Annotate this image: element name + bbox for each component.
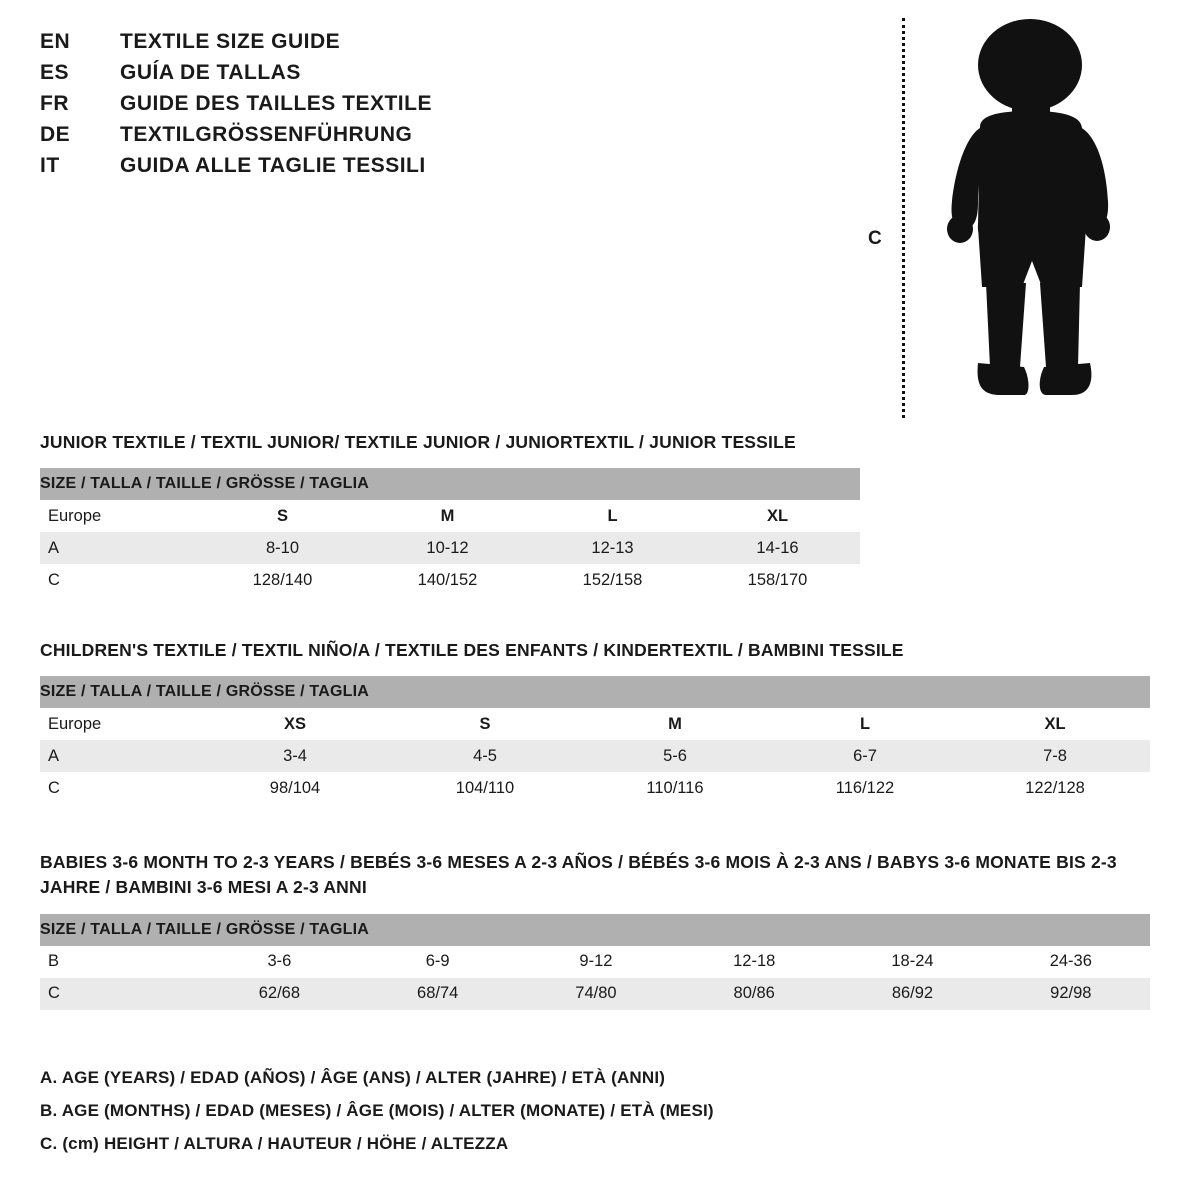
row-label: Europe — [40, 500, 200, 532]
section-title: CHILDREN'S TEXTILE / TEXTIL NIÑO/A / TEXTILE DES ENFANTS / KINDERTEXTIL / BAMBINI TESSILE — [40, 640, 904, 660]
language-code: EN — [40, 30, 71, 53]
band-label: SIZE / TALLA / TAILLE / GRÖSSE / TAGLIA — [40, 676, 1150, 708]
language-code: ES — [40, 61, 70, 84]
table-cell: 110/116 — [580, 772, 770, 804]
table-cell: 7-8 — [960, 740, 1150, 772]
footnote-age-months: B. AGE (MONTHS) / EDAD (MESES) / ÂGE (MOIS) / ALTER (MONATE) / ETÀ (MESI) — [40, 1101, 714, 1120]
row-label: A — [40, 740, 200, 772]
children-size-table — [40, 676, 1150, 804]
table-cell: L — [770, 708, 960, 740]
table-row — [40, 708, 1150, 740]
child-figure-illustration — [860, 10, 1160, 420]
table-cell: 12-13 — [530, 532, 695, 564]
language-code: FR — [40, 92, 69, 115]
table-cell: 5-6 — [580, 740, 770, 772]
table-row — [40, 532, 860, 564]
section-children-textile — [40, 638, 1160, 804]
table-cell: M — [580, 708, 770, 740]
table-cell: 4-5 — [390, 740, 580, 772]
table-cell: XL — [960, 708, 1150, 740]
table-cell: 8-10 — [200, 532, 365, 564]
table-cell: 140/152 — [365, 564, 530, 596]
language-title: TEXTILE SIZE GUIDE — [120, 30, 341, 53]
language-code: IT — [40, 154, 60, 177]
row-label: B — [40, 946, 200, 978]
language-row — [40, 154, 600, 178]
language-row — [40, 92, 600, 116]
table-cell: 18-24 — [833, 946, 991, 978]
table-cell: S — [200, 500, 365, 532]
row-label: C — [40, 978, 200, 1010]
band-label: SIZE / TALLA / TAILLE / GRÖSSE / TAGLIA — [40, 914, 1150, 946]
height-measure-label: C — [868, 228, 882, 249]
row-label: Europe — [40, 708, 200, 740]
table-cell: 9-12 — [517, 946, 675, 978]
height-dashed-line — [902, 18, 905, 418]
table-cell: 116/122 — [770, 772, 960, 804]
table-cell: 104/110 — [390, 772, 580, 804]
row-label: C — [40, 564, 200, 596]
table-cell: 6-7 — [770, 740, 960, 772]
section-junior-textile — [40, 430, 1160, 596]
language-title: GUÍA DE TALLAS — [120, 61, 301, 84]
table-row — [40, 564, 860, 596]
language-title: GUIDA ALLE TAGLIE TESSILI — [120, 154, 426, 177]
footnotes — [40, 1068, 1140, 1167]
table-cell: 158/170 — [695, 564, 860, 596]
table-cell: 122/128 — [960, 772, 1150, 804]
table-cell: 10-12 — [365, 532, 530, 564]
table-cell: 3-6 — [200, 946, 358, 978]
language-title: TEXTILGRÖSSENFÜHRUNG — [120, 123, 413, 146]
table-cell: 62/68 — [200, 978, 358, 1010]
table-row — [40, 740, 1150, 772]
table-cell: 74/80 — [517, 978, 675, 1010]
table-cell: M — [365, 500, 530, 532]
table-cell: 152/158 — [530, 564, 695, 596]
footnote-height-cm: C. (cm) HEIGHT / ALTURA / HAUTEUR / HÖHE / ALTEZZA — [40, 1134, 509, 1153]
table-cell: 128/140 — [200, 564, 365, 596]
table-row — [40, 772, 1150, 804]
language-row — [40, 30, 600, 54]
table-cell: 86/92 — [833, 978, 991, 1010]
table-cell: 68/74 — [359, 978, 517, 1010]
language-title: GUIDE DES TAILLES TEXTILE — [120, 92, 432, 115]
footnote-age-years: A. AGE (YEARS) / EDAD (AÑOS) / ÂGE (ANS) / ALTER (JAHRE) / ETÀ (ANNI) — [40, 1068, 666, 1087]
table-band-row — [40, 914, 1150, 946]
language-row — [40, 61, 600, 85]
row-label: A — [40, 532, 200, 564]
table-cell: 98/104 — [200, 772, 390, 804]
table-row — [40, 946, 1150, 978]
table-cell: 92/98 — [992, 978, 1150, 1010]
language-row — [40, 123, 600, 147]
junior-size-table — [40, 468, 860, 596]
language-header — [40, 30, 600, 185]
table-row — [40, 500, 860, 532]
section-babies-textile — [40, 850, 1160, 1010]
table-cell: 14-16 — [695, 532, 860, 564]
table-cell: XS — [200, 708, 390, 740]
table-cell: 3-4 — [200, 740, 390, 772]
language-code: DE — [40, 123, 71, 146]
babies-size-table — [40, 914, 1150, 1010]
table-cell: XL — [695, 500, 860, 532]
toddler-silhouette-icon — [920, 15, 1130, 415]
table-band-row — [40, 468, 860, 500]
table-band-row — [40, 676, 1150, 708]
table-cell: 6-9 — [359, 946, 517, 978]
section-title: JUNIOR TEXTILE / TEXTIL JUNIOR/ TEXTILE JUNIOR / JUNIORTEXTIL / JUNIOR TESSILE — [40, 432, 796, 452]
band-label: SIZE / TALLA / TAILLE / GRÖSSE / TAGLIA — [40, 468, 860, 500]
table-cell: S — [390, 708, 580, 740]
table-cell: L — [530, 500, 695, 532]
table-cell: 80/86 — [675, 978, 833, 1010]
section-title: BABIES 3-6 MONTH TO 2-3 YEARS / BEBÉS 3-6 MESES A 2-3 AÑOS / BÉBÉS 3-6 MOIS À 2-3 ANS / BABYS 3-6 MONATE BIS 2-3 JAHRE / BAMBINI 3-6 MESI A 2-3 ANNI — [40, 852, 1117, 898]
row-label: C — [40, 772, 200, 804]
table-cell: 12-18 — [675, 946, 833, 978]
table-row — [40, 978, 1150, 1010]
table-cell: 24-36 — [992, 946, 1150, 978]
